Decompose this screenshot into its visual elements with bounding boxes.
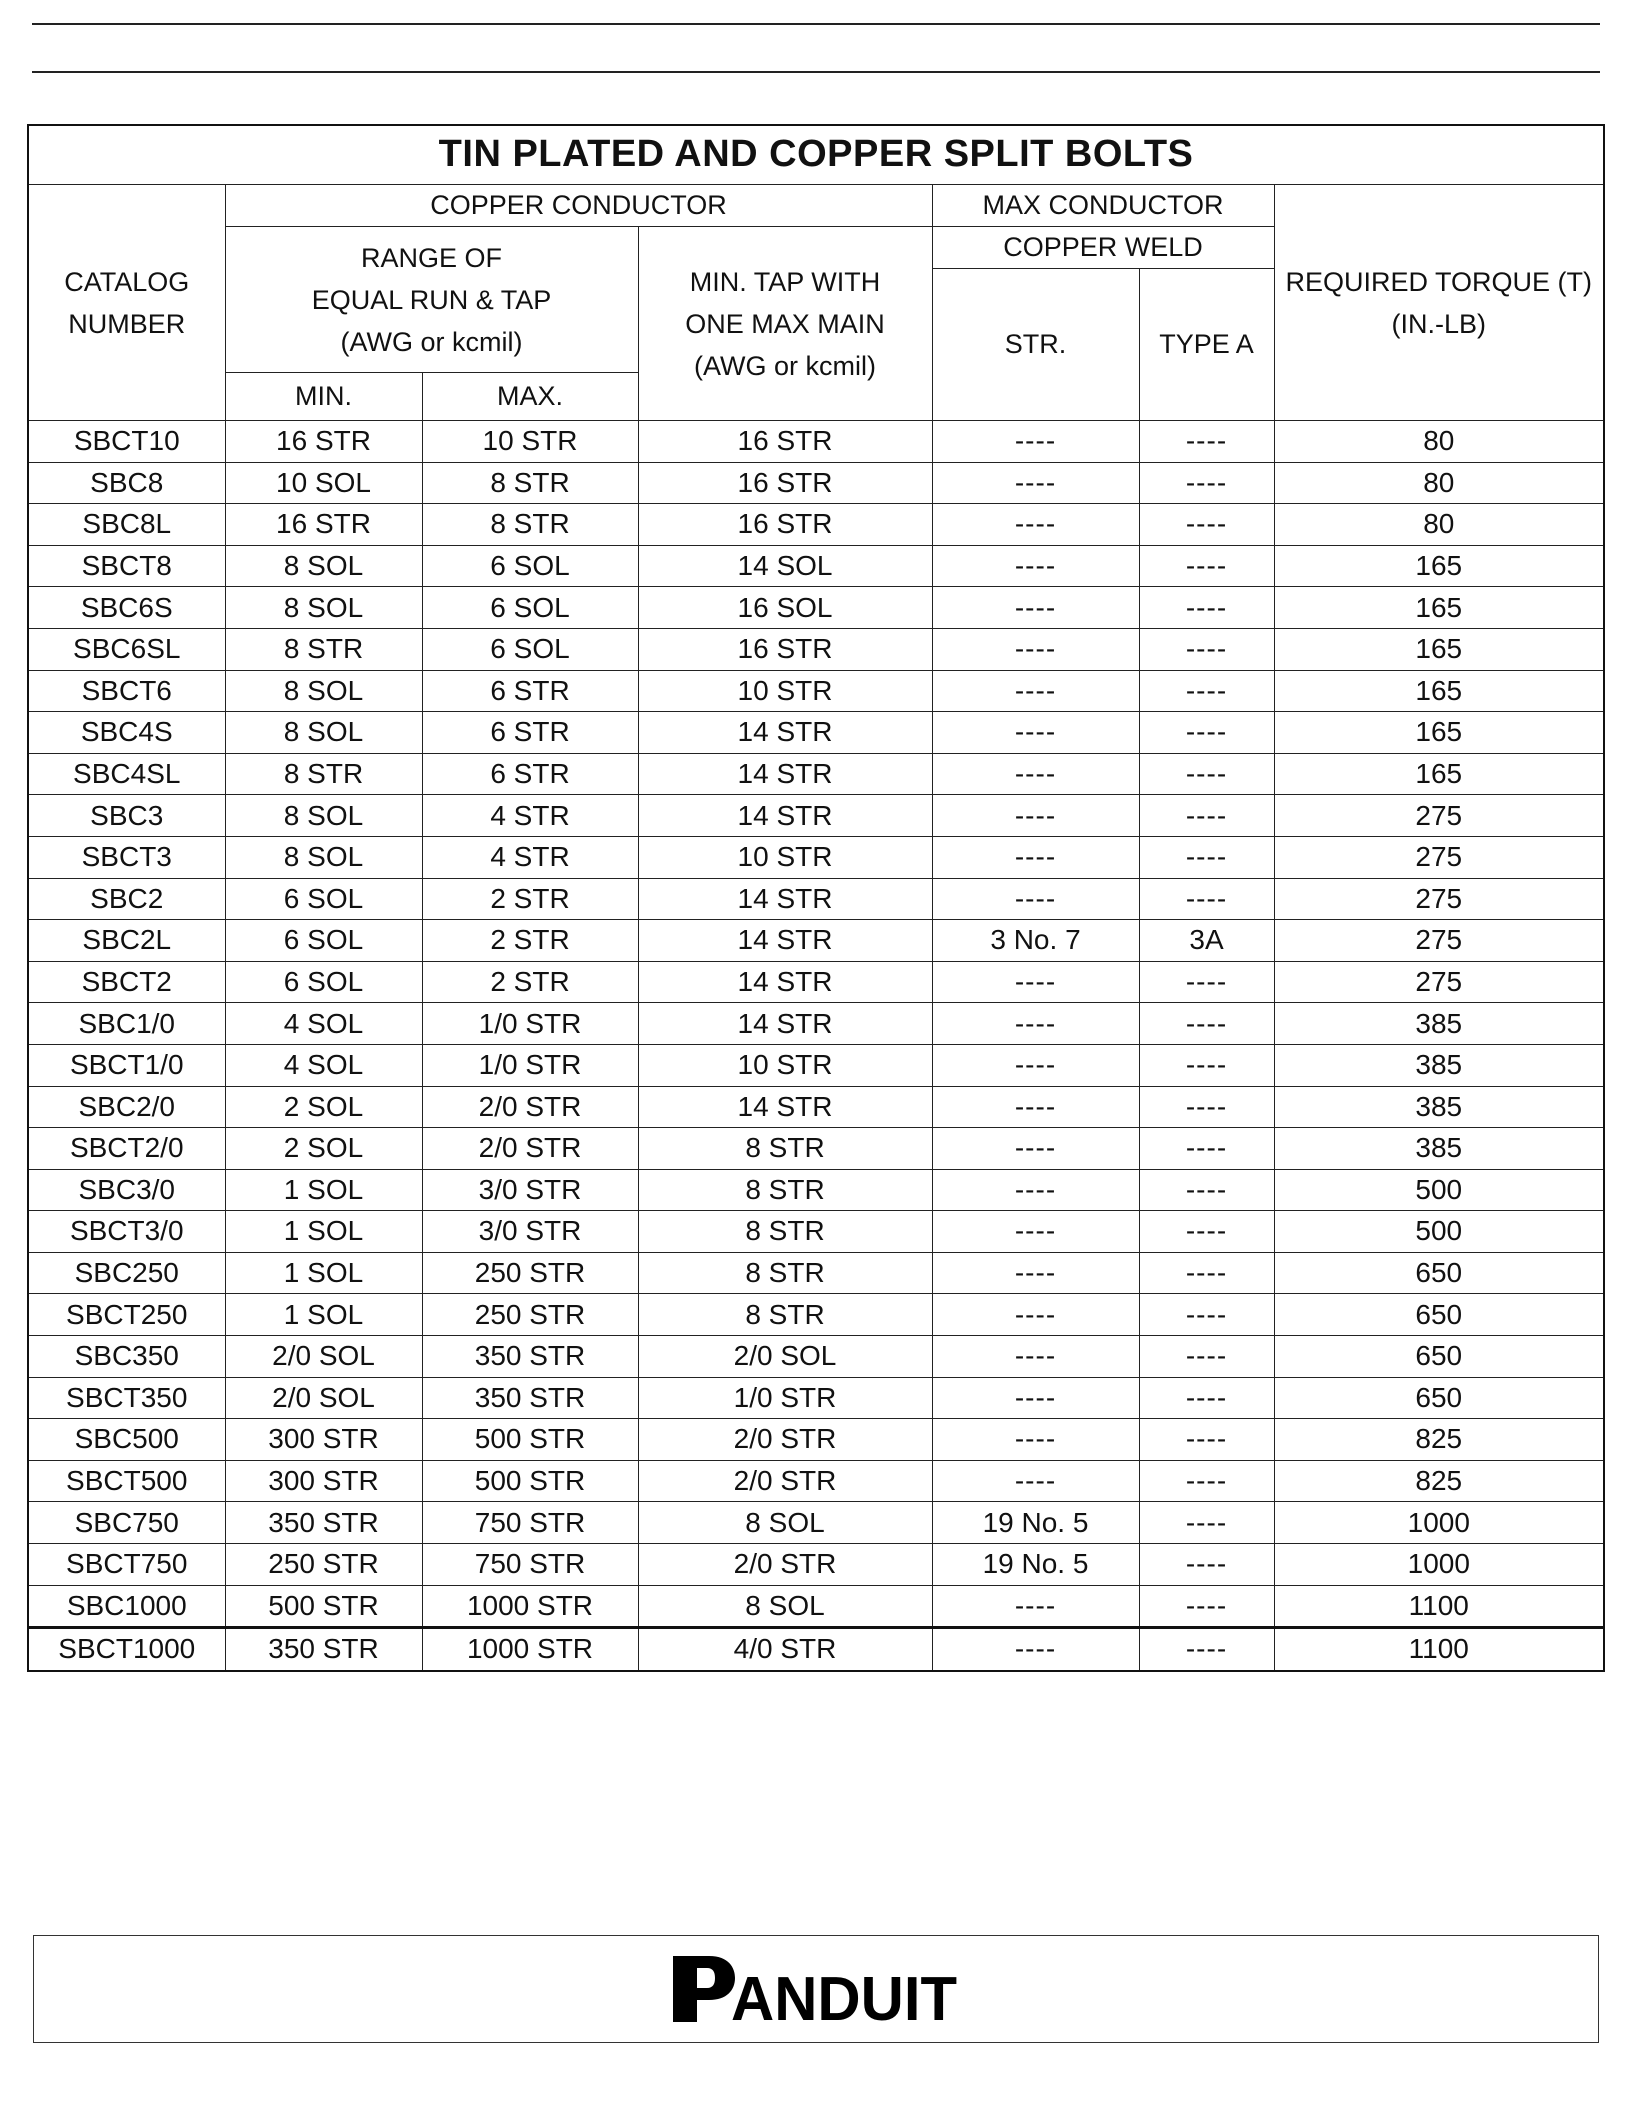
cell-run-tap-max: 2 STR (422, 878, 638, 920)
cell-copper-weld-str: ---- (932, 795, 1139, 837)
cell-required-torque: 650 (1274, 1336, 1604, 1378)
cell-copper-weld-str: 3 No. 7 (932, 920, 1139, 962)
cell-copper-weld-type-a: ---- (1139, 712, 1274, 754)
cell-run-tap-min: 300 STR (225, 1460, 422, 1502)
header-min-tap-text: MIN. TAP WITH ONE MAX MAIN (AWG or kcmil) (685, 266, 885, 381)
cell-min-tap: 14 STR (638, 712, 932, 754)
header-min: MIN. (225, 373, 422, 421)
cell-run-tap-min: 8 SOL (225, 795, 422, 837)
cell-copper-weld-str: ---- (932, 1003, 1139, 1045)
cell-required-torque: 825 (1274, 1460, 1604, 1502)
cell-catalog-number: SBC8 (28, 462, 225, 504)
cell-run-tap-max: 3/0 STR (422, 1211, 638, 1253)
cell-run-tap-min: 16 STR (225, 504, 422, 546)
split-bolt-table-container (27, 124, 1603, 1672)
cell-copper-weld-type-a: ---- (1139, 421, 1274, 463)
cell-copper-weld-type-a: ---- (1139, 1252, 1274, 1294)
cell-run-tap-max: 6 SOL (422, 545, 638, 587)
cell-run-tap-max: 750 STR (422, 1502, 638, 1544)
cell-run-tap-max: 1/0 STR (422, 1003, 638, 1045)
cell-run-tap-min: 250 STR (225, 1544, 422, 1586)
cell-required-torque: 650 (1274, 1252, 1604, 1294)
table-row (28, 504, 1604, 546)
cell-min-tap: 10 STR (638, 836, 932, 878)
table-row (28, 836, 1604, 878)
cell-copper-weld-str: ---- (932, 1377, 1139, 1419)
cell-run-tap-max: 3/0 STR (422, 1169, 638, 1211)
cell-copper-weld-type-a: ---- (1139, 587, 1274, 629)
cell-run-tap-min: 8 STR (225, 628, 422, 670)
cell-run-tap-max: 750 STR (422, 1544, 638, 1586)
cell-min-tap: 8 SOL (638, 1502, 932, 1544)
cell-min-tap: 16 SOL (638, 587, 932, 629)
logo-p-mark (673, 1956, 735, 2022)
cell-copper-weld-type-a: ---- (1139, 462, 1274, 504)
header-max-conductor: MAX CONDUCTOR (932, 185, 1274, 227)
cell-catalog-number: SBC500 (28, 1419, 225, 1461)
cell-required-torque: 80 (1274, 462, 1604, 504)
table-row (28, 1211, 1604, 1253)
table-row (28, 1044, 1604, 1086)
cell-copper-weld-str: 19 No. 5 (932, 1502, 1139, 1544)
table-row (28, 1336, 1604, 1378)
cell-catalog-number: SBCT8 (28, 545, 225, 587)
cell-run-tap-min: 4 SOL (225, 1044, 422, 1086)
cell-catalog-number: SBC1/0 (28, 1003, 225, 1045)
cell-min-tap: 2/0 STR (638, 1460, 932, 1502)
cell-catalog-number: SBC3 (28, 795, 225, 837)
cell-copper-weld-str: ---- (932, 1294, 1139, 1336)
cell-run-tap-max: 8 STR (422, 504, 638, 546)
cell-catalog-number: SBCT750 (28, 1544, 225, 1586)
table-row (28, 1086, 1604, 1128)
cell-run-tap-max: 350 STR (422, 1377, 638, 1419)
table-title: TIN PLATED AND COPPER SPLIT BOLTS (28, 125, 1604, 185)
header-str: STR. (932, 269, 1139, 421)
cell-run-tap-min: 350 STR (225, 1628, 422, 1671)
table-row (28, 587, 1604, 629)
cell-copper-weld-str: ---- (932, 836, 1139, 878)
cell-min-tap: 4/0 STR (638, 1628, 932, 1671)
cell-min-tap: 8 STR (638, 1169, 932, 1211)
header-max: MAX. (422, 373, 638, 421)
cell-min-tap: 2/0 STR (638, 1544, 932, 1586)
cell-copper-weld-type-a: ---- (1139, 1294, 1274, 1336)
cell-copper-weld-str: ---- (932, 1460, 1139, 1502)
cell-min-tap: 10 STR (638, 670, 932, 712)
cell-copper-weld-type-a: ---- (1139, 1502, 1274, 1544)
cell-run-tap-max: 8 STR (422, 462, 638, 504)
cell-copper-weld-type-a: ---- (1139, 1086, 1274, 1128)
cell-copper-weld-type-a: ---- (1139, 1169, 1274, 1211)
cell-copper-weld-type-a: ---- (1139, 1544, 1274, 1586)
cell-min-tap: 14 SOL (638, 545, 932, 587)
table-row (28, 1128, 1604, 1170)
cell-copper-weld-str: ---- (932, 587, 1139, 629)
top-rule-2 (32, 71, 1600, 73)
cell-required-torque: 275 (1274, 836, 1604, 878)
table-row (28, 753, 1604, 795)
table-row (28, 961, 1604, 1003)
cell-run-tap-max: 4 STR (422, 795, 638, 837)
header-type-a: TYPE A (1139, 269, 1274, 421)
cell-run-tap-min: 8 STR (225, 753, 422, 795)
cell-min-tap: 8 STR (638, 1294, 932, 1336)
cell-required-torque: 275 (1274, 878, 1604, 920)
cell-run-tap-min: 6 SOL (225, 961, 422, 1003)
cell-catalog-number: SBCT250 (28, 1294, 225, 1336)
table-row (28, 1544, 1604, 1586)
cell-run-tap-max: 6 STR (422, 753, 638, 795)
cell-run-tap-min: 8 SOL (225, 670, 422, 712)
cell-catalog-number: SBC1000 (28, 1585, 225, 1628)
header-range-text: RANGE OF EQUAL RUN & TAP (AWG or kcmil) (311, 242, 552, 357)
cell-min-tap: 16 STR (638, 504, 932, 546)
table-row (28, 670, 1604, 712)
cell-copper-weld-str: ---- (932, 1252, 1139, 1294)
cell-catalog-number: SBC3/0 (28, 1169, 225, 1211)
cell-catalog-number: SBC4S (28, 712, 225, 754)
cell-copper-weld-type-a: ---- (1139, 961, 1274, 1003)
cell-copper-weld-str: ---- (932, 753, 1139, 795)
cell-run-tap-min: 2/0 SOL (225, 1336, 422, 1378)
header-required-torque-text: REQUIRED TORQUE (T) (IN.-LB) (1285, 266, 1593, 339)
logo-wordmark: ANDUIT (731, 1965, 958, 2024)
cell-run-tap-max: 350 STR (422, 1336, 638, 1378)
cell-run-tap-min: 4 SOL (225, 1003, 422, 1045)
table-row (28, 1628, 1604, 1671)
cell-run-tap-min: 10 SOL (225, 462, 422, 504)
cell-min-tap: 8 STR (638, 1128, 932, 1170)
cell-copper-weld-type-a: 3A (1139, 920, 1274, 962)
cell-copper-weld-type-a: ---- (1139, 670, 1274, 712)
cell-run-tap-min: 16 STR (225, 421, 422, 463)
cell-catalog-number: SBC2L (28, 920, 225, 962)
cell-run-tap-min: 8 SOL (225, 836, 422, 878)
cell-copper-weld-type-a: ---- (1139, 878, 1274, 920)
cell-copper-weld-str: ---- (932, 1211, 1139, 1253)
panduit-logo (671, 1954, 961, 2024)
table-row (28, 1377, 1604, 1419)
cell-run-tap-min: 1 SOL (225, 1294, 422, 1336)
split-bolt-spec-table (27, 124, 1605, 1672)
cell-copper-weld-type-a: ---- (1139, 1460, 1274, 1502)
cell-run-tap-max: 2/0 STR (422, 1128, 638, 1170)
cell-run-tap-min: 6 SOL (225, 920, 422, 962)
cell-run-tap-min: 300 STR (225, 1419, 422, 1461)
cell-copper-weld-str: ---- (932, 1585, 1139, 1628)
table-row (28, 795, 1604, 837)
table-row (28, 1460, 1604, 1502)
cell-required-torque: 1100 (1274, 1585, 1604, 1628)
cell-copper-weld-str: ---- (932, 1128, 1139, 1170)
cell-catalog-number: SBCT500 (28, 1460, 225, 1502)
cell-required-torque: 165 (1274, 545, 1604, 587)
cell-run-tap-min: 500 STR (225, 1585, 422, 1628)
cell-catalog-number: SBC6S (28, 587, 225, 629)
cell-copper-weld-type-a: ---- (1139, 1211, 1274, 1253)
cell-min-tap: 2/0 STR (638, 1419, 932, 1461)
cell-catalog-number: SBCT6 (28, 670, 225, 712)
cell-run-tap-max: 6 STR (422, 712, 638, 754)
cell-min-tap: 14 STR (638, 961, 932, 1003)
cell-required-torque: 275 (1274, 795, 1604, 837)
cell-run-tap-min: 8 SOL (225, 545, 422, 587)
table-row (28, 1585, 1604, 1628)
table-row (28, 628, 1604, 670)
cell-required-torque: 500 (1274, 1169, 1604, 1211)
cell-copper-weld-str: ---- (932, 1169, 1139, 1211)
cell-copper-weld-type-a: ---- (1139, 1003, 1274, 1045)
cell-copper-weld-str: ---- (932, 1336, 1139, 1378)
table-row (28, 1502, 1604, 1544)
cell-run-tap-max: 500 STR (422, 1460, 638, 1502)
cell-catalog-number: SBC350 (28, 1336, 225, 1378)
cell-run-tap-max: 1/0 STR (422, 1044, 638, 1086)
header-copper-weld: COPPER WELD (932, 227, 1274, 269)
cell-required-torque: 500 (1274, 1211, 1604, 1253)
header-range-equal-run-tap (225, 227, 638, 373)
cell-catalog-number: SBCT350 (28, 1377, 225, 1419)
cell-run-tap-min: 2 SOL (225, 1128, 422, 1170)
cell-run-tap-max: 10 STR (422, 421, 638, 463)
cell-catalog-number: SBCT3/0 (28, 1211, 225, 1253)
cell-run-tap-max: 2 STR (422, 920, 638, 962)
cell-copper-weld-str: ---- (932, 1086, 1139, 1128)
cell-copper-weld-type-a: ---- (1139, 1377, 1274, 1419)
table-row (28, 1003, 1604, 1045)
cell-copper-weld-str: 19 No. 5 (932, 1544, 1139, 1586)
cell-copper-weld-str: ---- (932, 504, 1139, 546)
cell-catalog-number: SBCT3 (28, 836, 225, 878)
table-row (28, 545, 1604, 587)
cell-required-torque: 650 (1274, 1294, 1604, 1336)
footer-box (33, 1935, 1599, 2043)
cell-run-tap-min: 1 SOL (225, 1252, 422, 1294)
cell-copper-weld-str: ---- (932, 1628, 1139, 1671)
cell-copper-weld-str: ---- (932, 462, 1139, 504)
cell-copper-weld-str: ---- (932, 1419, 1139, 1461)
cell-run-tap-min: 2/0 SOL (225, 1377, 422, 1419)
header-required-torque (1274, 185, 1604, 421)
cell-run-tap-min: 2 SOL (225, 1086, 422, 1128)
cell-copper-weld-str: ---- (932, 670, 1139, 712)
cell-min-tap: 14 STR (638, 920, 932, 962)
cell-run-tap-max: 6 STR (422, 670, 638, 712)
header-copper-conductor: COPPER CONDUCTOR (225, 185, 932, 227)
cell-required-torque: 165 (1274, 670, 1604, 712)
cell-run-tap-max: 6 SOL (422, 587, 638, 629)
cell-catalog-number: SBC8L (28, 504, 225, 546)
cell-copper-weld-type-a: ---- (1139, 795, 1274, 837)
cell-required-torque: 1100 (1274, 1628, 1604, 1671)
cell-required-torque: 385 (1274, 1044, 1604, 1086)
cell-copper-weld-str: ---- (932, 878, 1139, 920)
cell-min-tap: 14 STR (638, 1003, 932, 1045)
cell-required-torque: 275 (1274, 961, 1604, 1003)
cell-required-torque: 165 (1274, 587, 1604, 629)
cell-min-tap: 2/0 SOL (638, 1336, 932, 1378)
cell-run-tap-min: 1 SOL (225, 1211, 422, 1253)
cell-copper-weld-str: ---- (932, 421, 1139, 463)
cell-catalog-number: SBCT1/0 (28, 1044, 225, 1086)
cell-catalog-number: SBC6SL (28, 628, 225, 670)
table-row (28, 1169, 1604, 1211)
cell-required-torque: 165 (1274, 628, 1604, 670)
cell-run-tap-min: 6 SOL (225, 878, 422, 920)
cell-min-tap: 8 STR (638, 1252, 932, 1294)
cell-required-torque: 650 (1274, 1377, 1604, 1419)
cell-run-tap-min: 8 SOL (225, 712, 422, 754)
cell-copper-weld-type-a: ---- (1139, 1628, 1274, 1671)
cell-min-tap: 16 STR (638, 628, 932, 670)
cell-min-tap: 14 STR (638, 753, 932, 795)
cell-run-tap-max: 1000 STR (422, 1628, 638, 1671)
cell-copper-weld-str: ---- (932, 712, 1139, 754)
table-row (28, 920, 1604, 962)
cell-run-tap-max: 2/0 STR (422, 1086, 638, 1128)
table-body (28, 421, 1604, 1671)
cell-run-tap-min: 1 SOL (225, 1169, 422, 1211)
cell-catalog-number: SBCT1000 (28, 1628, 225, 1671)
cell-min-tap: 16 STR (638, 421, 932, 463)
cell-catalog-number: SBC250 (28, 1252, 225, 1294)
cell-catalog-number: SBCT2 (28, 961, 225, 1003)
cell-catalog-number: SBC750 (28, 1502, 225, 1544)
table-row (28, 1294, 1604, 1336)
cell-catalog-number: SBC2/0 (28, 1086, 225, 1128)
cell-run-tap-max: 4 STR (422, 836, 638, 878)
cell-required-torque: 825 (1274, 1419, 1604, 1461)
cell-catalog-number: SBC2 (28, 878, 225, 920)
cell-required-torque: 165 (1274, 753, 1604, 795)
table-row (28, 712, 1604, 754)
cell-required-torque: 1000 (1274, 1502, 1604, 1544)
cell-run-tap-max: 1000 STR (422, 1585, 638, 1628)
cell-copper-weld-str: ---- (932, 1044, 1139, 1086)
cell-run-tap-min: 8 SOL (225, 587, 422, 629)
cell-min-tap: 10 STR (638, 1044, 932, 1086)
cell-copper-weld-type-a: ---- (1139, 1336, 1274, 1378)
cell-required-torque: 385 (1274, 1128, 1604, 1170)
cell-min-tap: 14 STR (638, 1086, 932, 1128)
cell-copper-weld-type-a: ---- (1139, 545, 1274, 587)
cell-required-torque: 1000 (1274, 1544, 1604, 1586)
table-row (28, 462, 1604, 504)
top-rule-1 (32, 23, 1600, 25)
cell-run-tap-max: 500 STR (422, 1419, 638, 1461)
header-min-tap (638, 227, 932, 421)
header-catalog-number-text: CATALOG NUMBER (64, 266, 190, 339)
cell-copper-weld-type-a: ---- (1139, 628, 1274, 670)
cell-min-tap: 14 STR (638, 795, 932, 837)
cell-min-tap: 1/0 STR (638, 1377, 932, 1419)
cell-copper-weld-type-a: ---- (1139, 504, 1274, 546)
cell-required-torque: 80 (1274, 504, 1604, 546)
cell-copper-weld-type-a: ---- (1139, 1585, 1274, 1628)
cell-copper-weld-str: ---- (932, 545, 1139, 587)
cell-copper-weld-str: ---- (932, 628, 1139, 670)
cell-required-torque: 385 (1274, 1086, 1604, 1128)
cell-required-torque: 165 (1274, 712, 1604, 754)
cell-copper-weld-str: ---- (932, 961, 1139, 1003)
cell-min-tap: 16 STR (638, 462, 932, 504)
header-catalog-number (28, 185, 225, 421)
cell-min-tap: 8 SOL (638, 1585, 932, 1628)
cell-copper-weld-type-a: ---- (1139, 1044, 1274, 1086)
cell-required-torque: 385 (1274, 1003, 1604, 1045)
cell-run-tap-max: 250 STR (422, 1294, 638, 1336)
cell-run-tap-max: 250 STR (422, 1252, 638, 1294)
cell-run-tap-max: 6 SOL (422, 628, 638, 670)
cell-copper-weld-type-a: ---- (1139, 1128, 1274, 1170)
cell-catalog-number: SBC4SL (28, 753, 225, 795)
cell-min-tap: 14 STR (638, 878, 932, 920)
table-row (28, 1252, 1604, 1294)
table-row (28, 878, 1604, 920)
cell-copper-weld-type-a: ---- (1139, 1419, 1274, 1461)
table-row (28, 421, 1604, 463)
cell-catalog-number: SBCT10 (28, 421, 225, 463)
cell-run-tap-max: 2 STR (422, 961, 638, 1003)
cell-catalog-number: SBCT2/0 (28, 1128, 225, 1170)
cell-copper-weld-type-a: ---- (1139, 753, 1274, 795)
cell-required-torque: 275 (1274, 920, 1604, 962)
cell-copper-weld-type-a: ---- (1139, 836, 1274, 878)
table-row (28, 1419, 1604, 1461)
cell-required-torque: 80 (1274, 421, 1604, 463)
cell-min-tap: 8 STR (638, 1211, 932, 1253)
cell-run-tap-min: 350 STR (225, 1502, 422, 1544)
